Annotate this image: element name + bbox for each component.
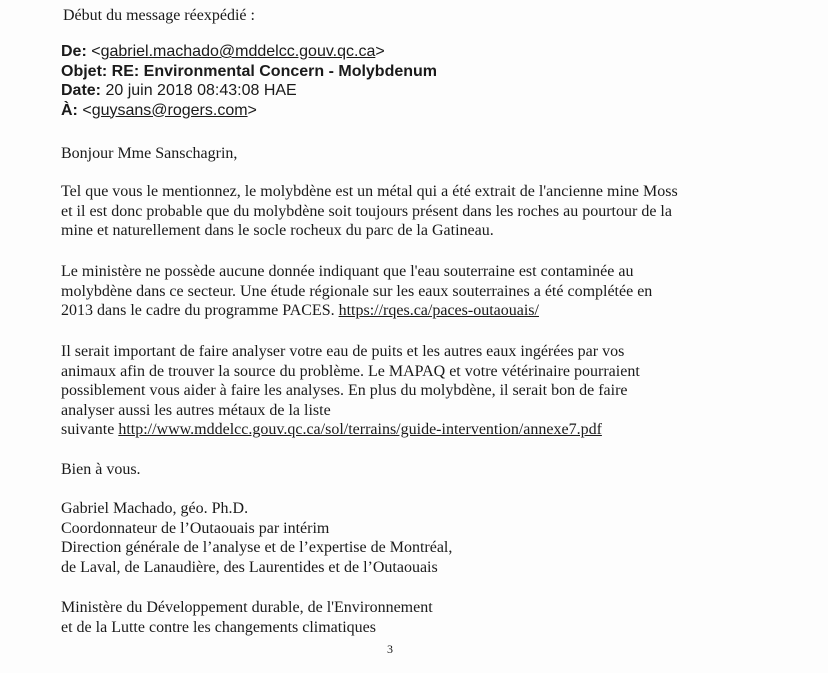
paragraph-molybdenum [61, 182, 761, 241]
paragraph-line: mine et naturellement dans le socle rocheux du parc de la Gatineau. [61, 222, 494, 239]
ministry-line: et de la Lutte contre les changements climatiques [61, 618, 376, 636]
signature-line: Direction générale de l’analyse et de l’expertise de Montréal, [61, 539, 453, 556]
annexe7-link[interactable]: http://www.mddelcc.gouv.qc.ca/sol/terrains/guide-intervention/annexe7.pdf [118, 421, 602, 438]
to-label: À: [61, 101, 78, 119]
subject-value: RE: Environmental Concern - Molybdenum [107, 62, 438, 80]
signature-line: de Laval, de Lanaudière, des Laurentides et de l’Outaouais [61, 558, 438, 576]
paragraph-analysis [61, 342, 761, 440]
signature-block [61, 499, 452, 577]
paragraph-line: Il serait important de faire analyser votre eau de puits et les autres eaux ingérées par vos [61, 343, 625, 360]
from-label: De: [61, 43, 87, 60]
paces-link[interactable]: https://rqes.ca/paces-outaouais/ [338, 302, 539, 319]
email-headers [61, 42, 437, 120]
subject-header [61, 62, 437, 82]
from-header [61, 42, 437, 62]
from-gt: > [375, 43, 385, 60]
page-number: 3 [387, 642, 393, 656]
ministry-line: Ministère du Développement durable, de l'Environnement [61, 599, 433, 616]
paragraph-text: suivante [61, 421, 119, 438]
paragraph-line: analyser aussi les autres métaux de la liste [61, 401, 331, 419]
ministry-block [61, 598, 433, 637]
paragraph-line [61, 301, 761, 321]
paragraph-line: Tel que vous le mentionnez, le molybdène est un métal qui a été extrait de l'ancienne mine Moss [61, 183, 678, 200]
paragraph-line: molybdène dans ce secteur. Une étude régionale sur les eaux souterraines a été complétée en [61, 282, 653, 300]
greeting: Bonjour Mme Sanschagrin, [61, 145, 238, 162]
paragraph-text: 2013 dans le cadre du programme PACES. [61, 302, 339, 319]
paragraph-line [61, 420, 761, 440]
from-lt: < [86, 43, 101, 60]
signature-line: Coordonnateur de l’Outaouais par intérim [61, 519, 330, 537]
closing: Bien à vous. [61, 461, 141, 478]
date-label: Date: [61, 82, 102, 99]
to-email[interactable]: guysans@rogers.com [91, 101, 248, 119]
date-header [61, 81, 437, 101]
to-header [61, 101, 437, 121]
date-value: 20 juin 2018 08:43:08 HAE [101, 82, 297, 99]
signature-line: Gabriel Machado, géo. Ph.D. [61, 500, 249, 517]
paragraph-line: animaux afin de trouver la source du problème. Le MAPAQ et votre vétérinaire pourraient [61, 362, 640, 380]
paragraph-line: et il est donc probable que du molybdène soit toujours présent dans les roches au pourtour de la [61, 202, 672, 220]
to-lt: < [77, 101, 92, 119]
from-email[interactable]: gabriel.machado@mddelcc.gouv.qc.ca [100, 43, 376, 60]
paragraph-groundwater [61, 262, 761, 321]
forward-intro: Début du message réexpédié : [63, 7, 255, 24]
paragraph-line: Le ministère ne possède aucune donnée indiquant que l'eau souterraine est contaminée au [61, 263, 634, 280]
to-gt: > [247, 101, 257, 119]
subject-label: Objet: [61, 62, 108, 80]
paragraph-line: possiblement vous aider à faire les analyses. En plus du molybdène, il serait bon de faire [61, 382, 628, 399]
